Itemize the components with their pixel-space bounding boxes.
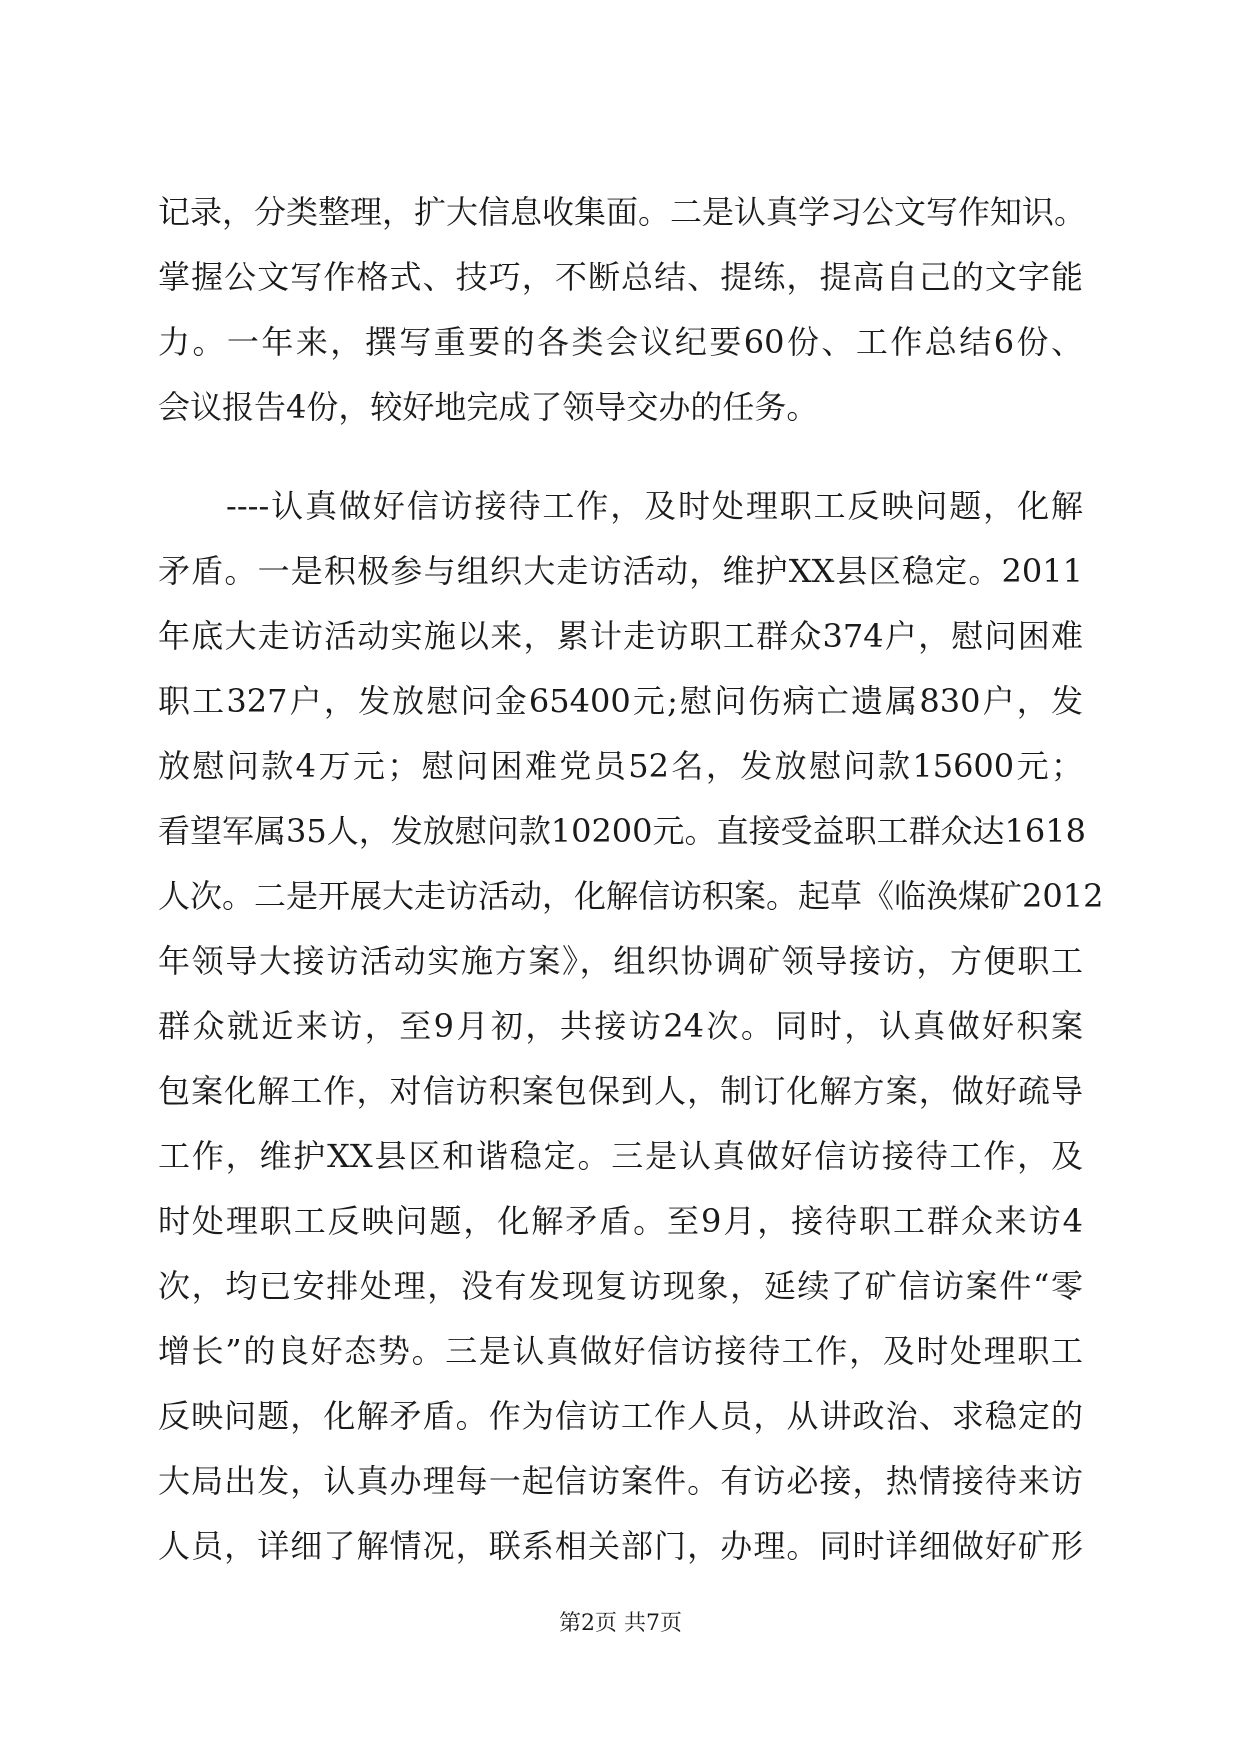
text-line-10: 看望军属35人，发放慰问款10200元。直接受益职工群众达1618 xyxy=(158,812,1086,850)
text-line-6: 矛盾。一是积极参与组织大走访活动，维护XX县区稳定。2011 xyxy=(158,552,1083,590)
text-line-13: 群众就近来访，至9月初，共接访24次。同时，认真做好积案 xyxy=(158,1007,1083,1045)
text-line-15: 工作，维护XX县区和谐稳定。三是认真做好信访接待工作，及 xyxy=(158,1137,1083,1175)
page-number: 第2页 共7页 xyxy=(559,1611,682,1636)
text-line-18: 增长”的良好态势。三是认真做好信访接待工作，及时处理职工 xyxy=(158,1332,1083,1370)
text-line-8: 职工327户，发放慰问金65400元;慰问伤病亡遗属830户，发 xyxy=(158,682,1083,720)
text-line-16: 时处理职工反映问题，化解矛盾。至9月，接待职工群众来访4 xyxy=(158,1202,1083,1240)
text-line-12: 年领导大接访活动实施方案》，组织协调矿领导接访，方便职工 xyxy=(158,942,1083,980)
text-line-20: 大局出发，认真办理每一起信访案件。有访必接，热情接待来访 xyxy=(158,1462,1083,1500)
text-line-17: 次，均已安排处理，没有发现复访现象，延续了矿信访案件“零 xyxy=(158,1267,1083,1305)
text-line-1: 记录，分类整理，扩大信息收集面。二是认真学习公文写作知识。 xyxy=(158,193,1087,231)
text-line-11: 人次。二是开展大走访活动，化解信访积案。起草《临涣煤矿2012 xyxy=(158,877,1104,915)
text-line-4: 会议报告4份，较好地完成了领导交办的任务。 xyxy=(158,388,819,426)
text-line-7: 年底大走访活动实施以来，累计走访职工群众374户，慰问困难 xyxy=(158,617,1083,655)
text-line-21: 人员，详细了解情况，联系相关部门，办理。同时详细做好矿形 xyxy=(158,1527,1083,1565)
text-line-14: 包案化解工作，对信访积案包保到人，制订化解方案，做好疏导 xyxy=(158,1072,1083,1110)
text-line-9: 放慰问款4万元；慰问困难党员52名，发放慰问款15600元； xyxy=(158,747,1083,785)
text-line-3: 力。一年来，撰写重要的各类会议纪要60份、工作总结6份、 xyxy=(158,323,1083,361)
text-line-5: ----认真做好信访接待工作，及时处理职工反映问题，化解 xyxy=(226,487,1083,525)
text-line-2: 掌握公文写作格式、技巧，不断总结、提练，提高自己的文字能 xyxy=(158,258,1083,296)
text-line-19: 反映问题，化解矛盾。作为信访工作人员，从讲政治、求稳定的 xyxy=(158,1397,1083,1435)
